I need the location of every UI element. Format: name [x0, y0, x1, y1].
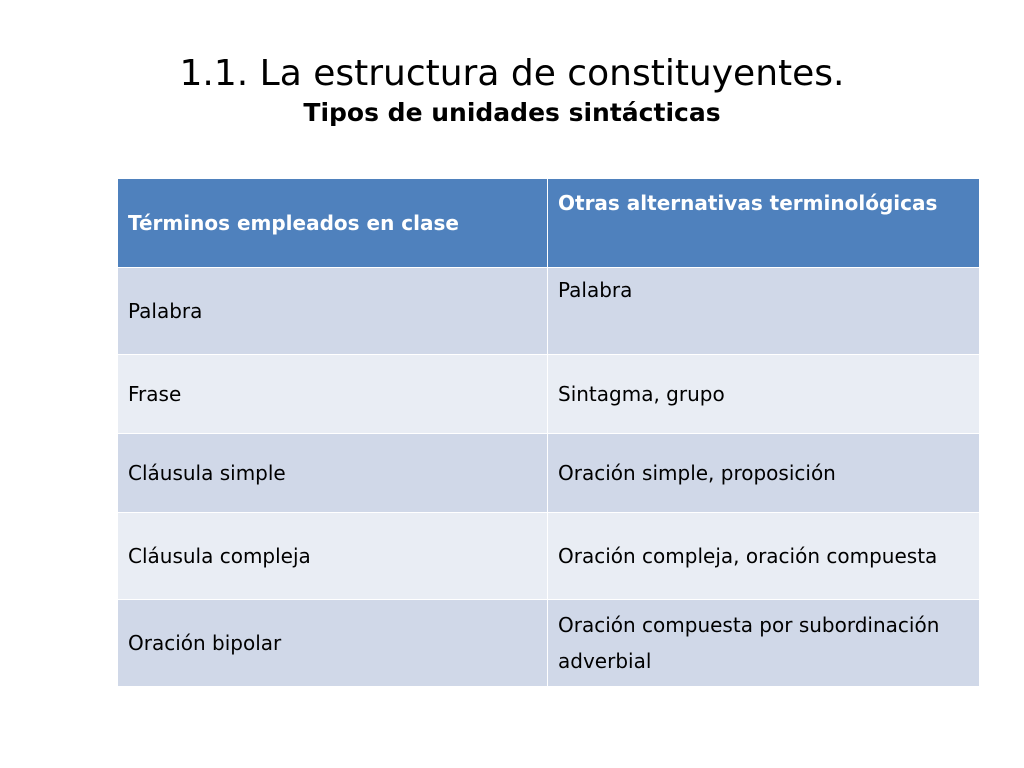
table-cell-alternative-term: Oración compuesta por subordinación adverbial: [548, 600, 980, 687]
table-cell-class-term: Oración bipolar: [118, 600, 548, 687]
table-cell-class-term: Frase: [118, 355, 548, 434]
table-row: [118, 600, 980, 687]
table-row: [118, 355, 980, 434]
table-header-row: [118, 179, 980, 268]
table-cell-alternative-term: Palabra: [548, 268, 980, 355]
column-header-alternative-terms: Otras alternativas terminológicas: [548, 179, 980, 268]
column-header-class-terms: Términos empleados en clase: [118, 179, 548, 268]
slide-subtitle: Tipos de unidades sintácticas: [303, 98, 721, 127]
table-cell-alternative-term: Oración compleja, oración compuesta: [548, 513, 980, 600]
table-cell-alternative-term: Sintagma, grupo: [548, 355, 980, 434]
title-block: [0, 52, 1024, 130]
table-cell-class-term: Cláusula compleja: [118, 513, 548, 600]
table-cell-alternative-term: Oración simple, proposición: [548, 434, 980, 513]
table-cell-class-term: Cláusula simple: [118, 434, 548, 513]
table-row: [118, 434, 980, 513]
table-row: [118, 268, 980, 355]
table-row: [118, 513, 980, 600]
slide-title: 1.1. La estructura de constituyentes.: [179, 53, 845, 94]
table-cell-class-term: Palabra: [118, 268, 548, 355]
terminology-table: [117, 178, 980, 687]
